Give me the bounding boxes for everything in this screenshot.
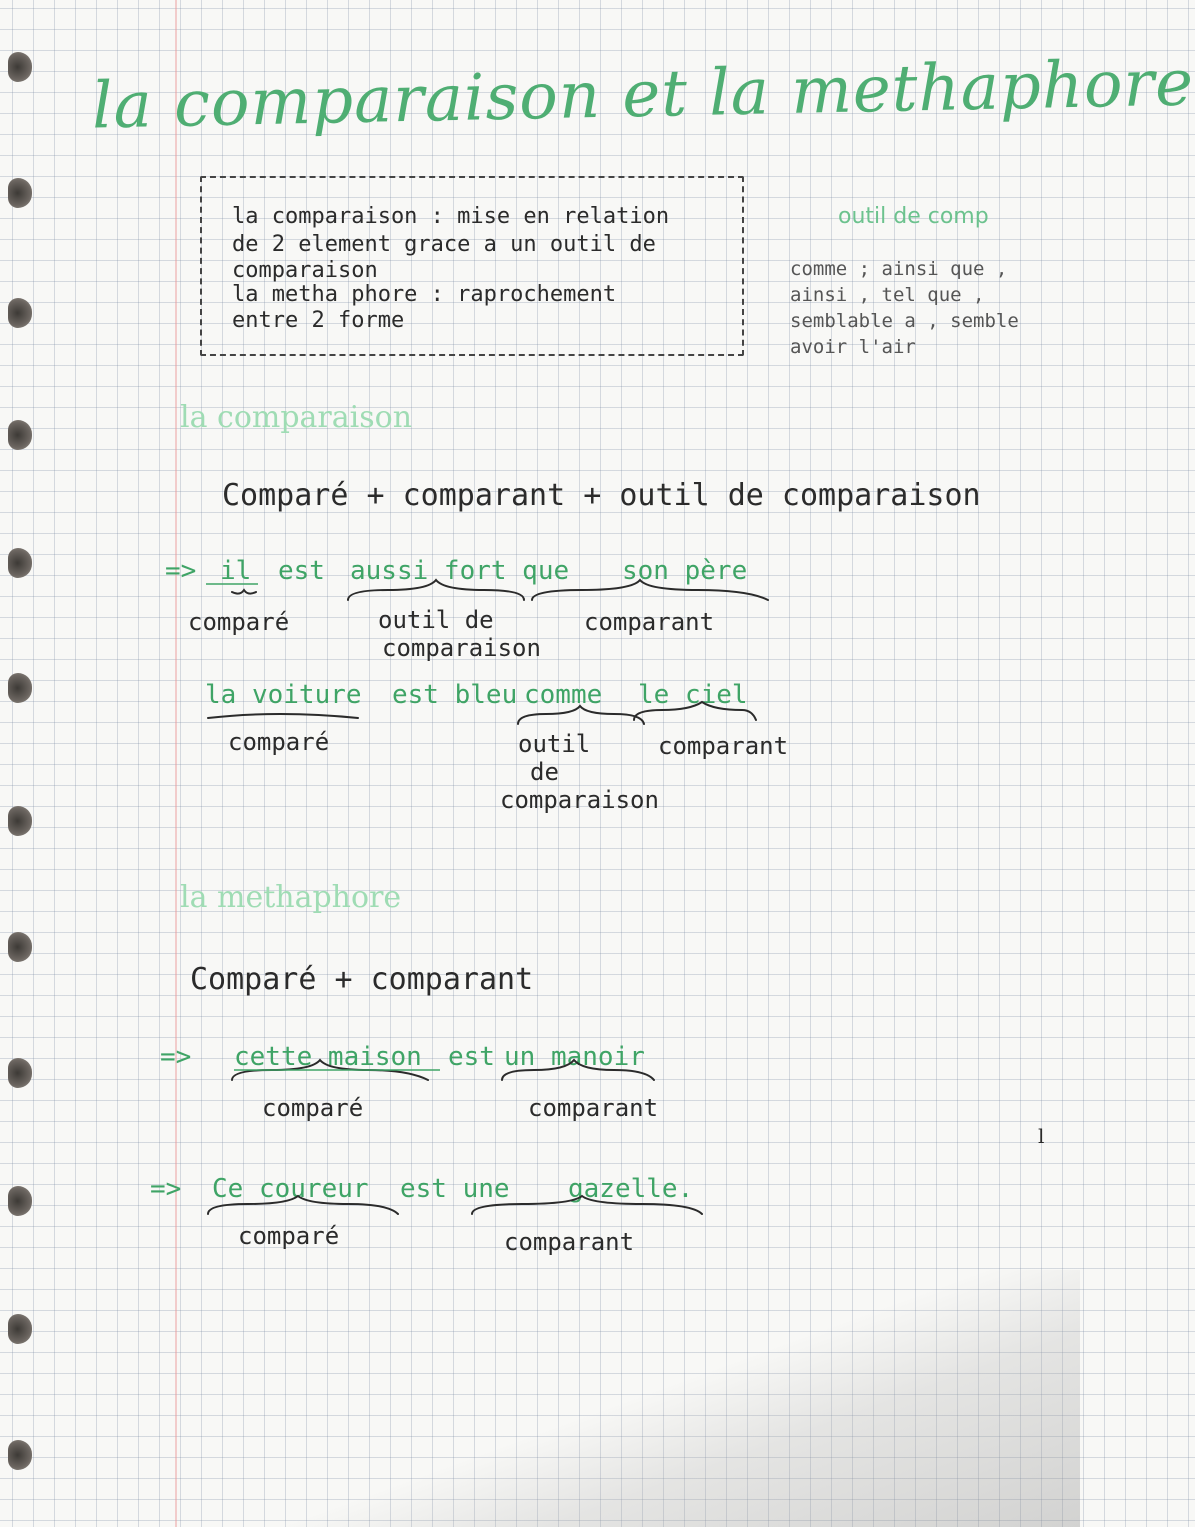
sidebar-line: avoir l'air xyxy=(790,336,916,358)
binder-hole xyxy=(8,298,32,328)
sidebar-line: semblable a , semble xyxy=(790,310,1019,332)
example-verb: est xyxy=(278,556,325,586)
binder-hole xyxy=(8,178,32,208)
example-comparant: le ciel xyxy=(638,680,748,710)
label-comparant: comparant xyxy=(528,1094,659,1122)
definition-line: la metha phore : raprochement xyxy=(232,282,617,307)
label-comparant: comparant xyxy=(504,1228,635,1256)
brace xyxy=(232,590,256,594)
comparaison-formula: Comparé + comparant + outil de comparaison xyxy=(222,478,981,513)
label-compare: comparé xyxy=(238,1222,340,1250)
example-subject: la voiture xyxy=(205,680,362,710)
example-tool: aussi fort que xyxy=(350,556,570,586)
page-shadow xyxy=(0,1270,1080,1527)
binder-hole xyxy=(8,1440,32,1470)
sidebar-line: comme ; ainsi que , xyxy=(790,258,1008,280)
definition-line: de 2 element grace a un outil de xyxy=(232,232,656,257)
stray-mark: l xyxy=(1038,1124,1045,1148)
example-arrow: => xyxy=(165,556,197,586)
binder-hole xyxy=(8,932,32,962)
binder-hole xyxy=(8,548,32,578)
example-subject: cette maison xyxy=(234,1042,422,1072)
label-compare: comparé xyxy=(228,728,330,756)
example-arrow: => xyxy=(150,1174,182,1204)
metaphore-formula: Comparé + comparant xyxy=(190,962,534,997)
section-heading-comparaison: la comparaison xyxy=(180,400,413,435)
label-compare: comparé xyxy=(188,608,290,636)
binder-hole xyxy=(8,806,32,836)
definition-box xyxy=(200,176,744,356)
binder-hole xyxy=(8,673,32,703)
definition-line: la comparaison : mise en relation xyxy=(232,204,670,229)
margin-line xyxy=(175,0,177,1527)
example-subject: il xyxy=(220,556,252,586)
sidebar-title: outil de comp xyxy=(838,204,989,229)
sidebar-line: ainsi , tel que , xyxy=(790,284,985,306)
label-comparant: comparant xyxy=(658,732,789,760)
underline xyxy=(208,714,358,718)
example-comparant: son père xyxy=(622,556,748,586)
example-verb: est une xyxy=(400,1174,510,1204)
example-verb: est xyxy=(448,1042,495,1072)
label-tool: outil xyxy=(518,730,591,758)
label-tool: comparaison xyxy=(500,786,659,814)
label-compare: comparé xyxy=(262,1094,364,1122)
binder-hole xyxy=(8,420,32,450)
definition-line: entre 2 forme xyxy=(232,308,405,333)
example-comparant: un manoir xyxy=(504,1042,645,1072)
binder-holes xyxy=(0,0,70,1527)
binder-hole xyxy=(8,1186,32,1216)
example-tool: comme xyxy=(524,680,603,710)
label-comparant: comparant xyxy=(584,608,715,636)
example-verb: est bleu xyxy=(392,680,518,710)
example-arrow: => xyxy=(160,1042,192,1072)
example-subject: Ce coureur xyxy=(212,1174,369,1204)
definition-line: comparaison xyxy=(232,258,378,283)
binder-hole xyxy=(8,52,32,82)
binder-hole xyxy=(8,1058,32,1088)
binder-hole xyxy=(8,1314,32,1344)
label-tool: de xyxy=(530,758,559,786)
label-tool: outil de xyxy=(378,606,494,634)
label-tool: comparaison xyxy=(382,634,541,662)
section-heading-metaphore: la methaphore xyxy=(180,880,402,915)
page-title: la comparaison et la methaphore xyxy=(91,46,1195,144)
example-comparant: gazelle. xyxy=(568,1174,694,1204)
